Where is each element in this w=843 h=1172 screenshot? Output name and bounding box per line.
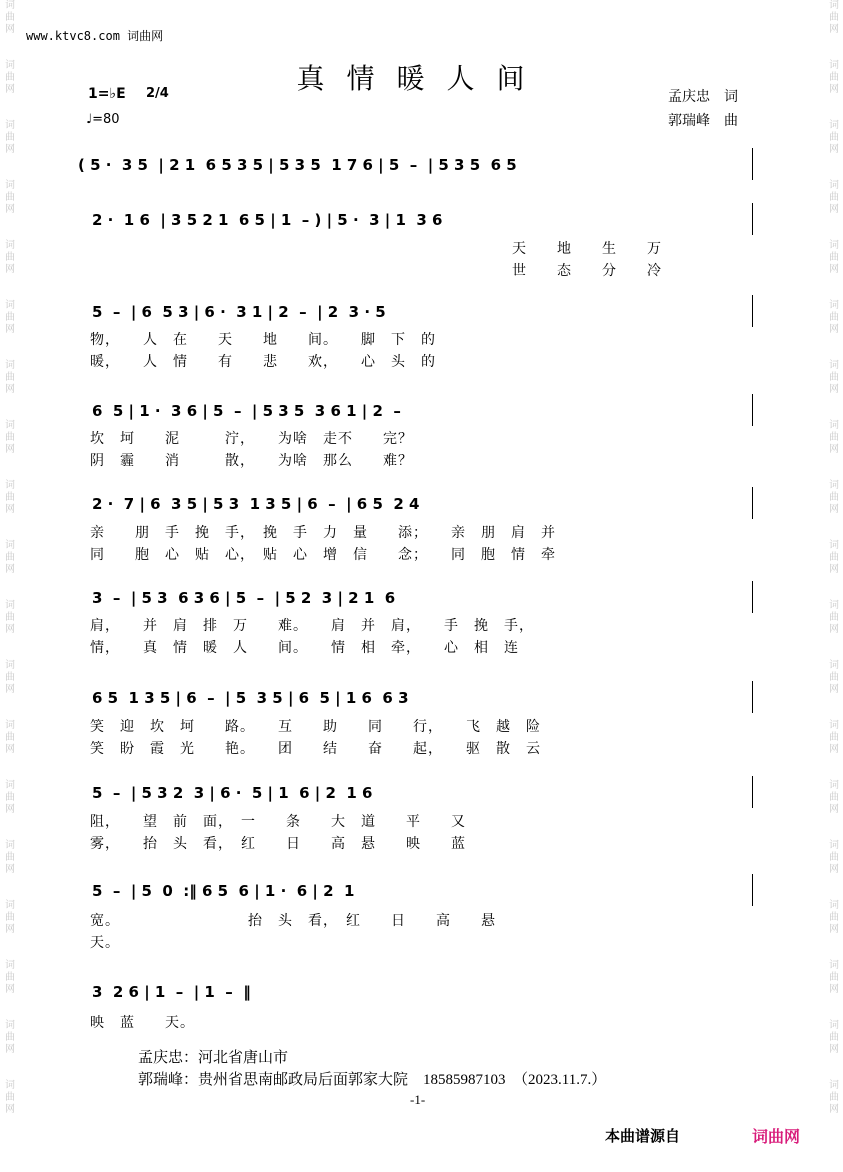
key-signature: 1=♭E — [88, 86, 126, 102]
lyrics-verse-2: 世 态 分 冷 — [512, 264, 662, 279]
lyrics-verse-1: 阻， 望 前 面， 一 条 大 道 平 又 — [90, 815, 466, 830]
lyrics-verse-1: 映 蓝 天。 — [90, 1016, 195, 1031]
song-title: 真情暖人间 — [296, 62, 547, 95]
lyrics-verse-2: 情， 真 情 暖 人 间。 情 相 牵， 心 相 连 — [90, 641, 519, 656]
site-url[interactable]: www.ktvc8.com 词曲网 — [26, 29, 164, 43]
system-right-edge — [752, 487, 753, 519]
lyrics-verse-2: 雾， 抬 头 看， 红 日 高 悬 映 蓝 — [90, 837, 466, 852]
lyrics-verse-2: 暖， 人 情 有 悲 欢， 心 头 的 — [90, 355, 436, 370]
lyrics-verse-1: 亲 朋 手 挽 手， 挽 手 力 量 添； 亲 朋 肩 并 — [90, 526, 556, 541]
left-watermark: 词 曲 网 词 曲 网 词 曲 网 词 曲 网 词 曲 网 词 曲 网 词 曲 网 词 曲 网 词 曲 网 词 曲 网 词 曲 网 词 曲 网 词 曲 网 词 曲 网 词 曲 网 词 曲 网 词 曲 网 词 曲 网 词 曲 网 — [5, 0, 15, 1115]
system-notes: ( 5 · 3 5 | 2 1 6 5 3 5 | 5 3 5 1 7 6 | 5 – | 5 3 5 6 5 — [78, 156, 517, 174]
system-notes: 5 – | 5 3 2 3 | 6 · 5 | 1 6 | 2 1 6 — [92, 784, 373, 802]
lyrics-verse-1: 笑 迎 坎 坷 路。 互 助 同 行， 飞 越 险 — [90, 720, 541, 735]
lyrics-verse-2: 天。 — [90, 936, 120, 951]
lyricist-credit: 孟庆忠 词 — [668, 90, 738, 105]
system-right-edge — [752, 776, 753, 808]
lyrics-verse-1: 肩， 并 肩 排 万 难。 肩 并 肩， 手 挽 手， — [90, 619, 534, 634]
lyrics-verse-2: 同 胞 心 贴 心， 贴 心 增 信 念； 同 胞 情 牵 — [90, 548, 556, 563]
right-watermark: 词 曲 网 词 曲 网 词 曲 网 词 曲 网 词 曲 网 词 曲 网 词 曲 网 词 曲 网 词 曲 网 词 曲 网 词 曲 网 词 曲 网 词 曲 网 词 曲 网 词 曲 网 词 曲 网 词 曲 网 词 曲 网 词 曲 网 — [829, 0, 839, 1115]
lyrics-verse-1: 物， 人 在 天 地 间。 脚 下 的 — [90, 333, 436, 348]
system-notes: 3 – | 5 3 6 3 6 | 5 – | 5 2 3 | 2 1 6 — [92, 589, 396, 607]
composer-credit: 郭瑞峰 曲 — [668, 114, 738, 129]
source-brand[interactable]: 词曲网 — [752, 1127, 801, 1146]
lyricist-address: 孟庆忠：河北省唐山市 — [138, 1050, 289, 1066]
lyrics-verse-1: 坎 坷 泥 泞， 为啥 走不 完？ — [90, 432, 413, 447]
lyrics-verse-2: 阴 霾 消 散， 为啥 那么 难？ — [90, 454, 413, 469]
system-right-edge — [752, 203, 753, 235]
system-right-edge — [752, 581, 753, 613]
system-notes: 2 · 7 | 6 3 5 | 5 3 1 3 5 | 6 – | 6 5 2 4 — [92, 495, 420, 513]
page-number: -1- — [410, 1092, 426, 1107]
system-notes: 6 5 | 1 · 3 6 | 5 – | 5 3 5 3 6 1 | 2 – — [92, 402, 401, 420]
system-notes: 6 5 1 3 5 | 6 – | 5 3 5 | 6 5 | 1 6 6 3 — [92, 689, 409, 707]
tempo-marking: ♩=80 — [86, 112, 120, 127]
composer-address: 郭瑞峰：贵州省思南邮政局后面郭家大院 18585987103 （2023.11.7.） — [138, 1072, 607, 1088]
system-notes: 3 2 6 | 1 – | 1 – ‖ — [92, 983, 251, 1001]
system-notes: 2 · 1 6 | 3 5 2 1 6 5 | 1 – ) | 5 · 3 | 1 3 6 — [92, 211, 443, 229]
lyrics-verse-1: 宽。 抬 头 看， 红 日 高 悬 — [90, 914, 496, 929]
system-right-edge — [752, 874, 753, 906]
system-right-edge — [752, 295, 753, 327]
system-notes: 5 – | 6 5 3 | 6 · 3 1 | 2 – | 2 3 · 5 — [92, 303, 386, 321]
system-right-edge — [752, 681, 753, 713]
system-right-edge — [752, 148, 753, 180]
lyrics-verse-2: 笑 盼 霞 光 艳。 团 结 奋 起， 驱 散 云 — [90, 742, 541, 757]
time-signature: 2/4 — [146, 86, 169, 101]
lyrics-verse-1: 天 地 生 万 — [512, 242, 662, 257]
system-notes: 5 – | 5 0 :‖ 6 5 6 | 1 · 6 | 2 1 — [92, 882, 355, 900]
system-right-edge — [752, 394, 753, 426]
source-label: 本曲谱源自 — [605, 1127, 681, 1145]
